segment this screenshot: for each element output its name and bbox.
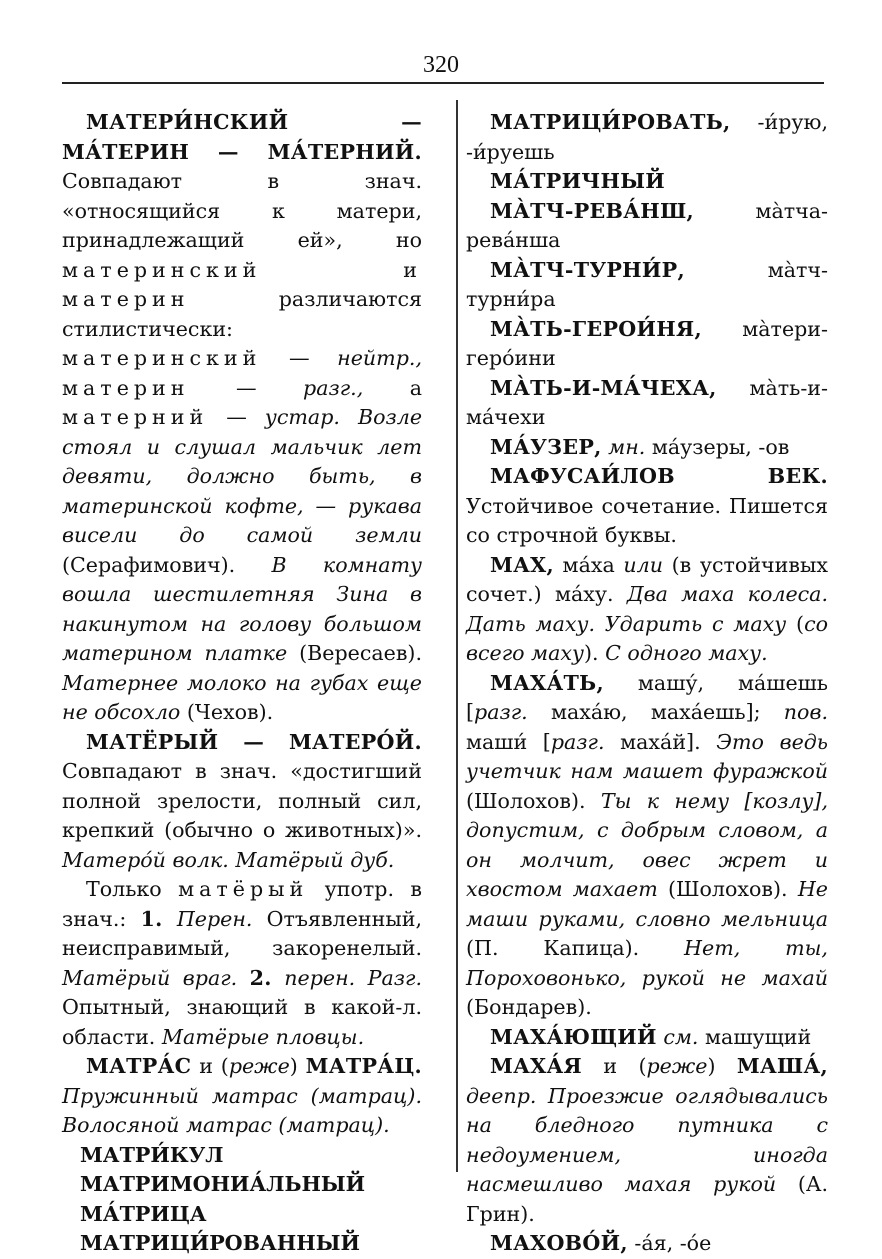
entry-mat-geroinya [466, 315, 828, 374]
entry-italic: Матеро́й волк. Матёрый дуб. [62, 847, 395, 872]
headword: МАТРА́Ц. [305, 1054, 422, 1078]
entry-text: Устойчивое сочетание. Пишется со строчной буквы. [466, 493, 828, 547]
entry-text: ) [289, 1054, 306, 1078]
headword: МА̀ТЧ-ТУРНИ́Р, [490, 257, 685, 282]
headword-matrimonialny: МАТРИМОНИА́ЛЬНЫЙ [80, 1172, 366, 1196]
entry-italic: см. [656, 1024, 699, 1049]
entry-italic: С одного маху. [605, 641, 768, 665]
entry-italic: разг., [303, 375, 364, 400]
entry-mat-i-machekha [466, 374, 828, 433]
entry-text: Опытный, знающий в какой-л. области. [62, 995, 422, 1049]
entry-text [272, 966, 284, 990]
entry-italic: Нет, ты, Пороховонько, рукой не махай [466, 936, 828, 990]
entry-italic: Перен. [176, 906, 253, 931]
entry-text: (Бондарев). [466, 995, 592, 1019]
headword-matrikul: МАТРИ́КУЛ [80, 1142, 224, 1167]
entry-matrichny [466, 167, 828, 197]
entry-text: маха́й]. [604, 729, 717, 754]
entry-text: а [363, 375, 422, 400]
entry-text: — [208, 405, 265, 429]
entry-text: (Шолохов). [466, 788, 601, 813]
entry-text: и ( [581, 1054, 647, 1078]
entry-italic: пов. [783, 700, 828, 724]
entry-text: — [189, 375, 304, 400]
entry-text: материн [62, 375, 190, 400]
entry-italic: реже [228, 1054, 290, 1078]
headword: МА̀ТЬ-ГЕРОИ́НЯ, [490, 316, 702, 341]
entry-text: материнский [62, 346, 262, 370]
headword: МАША́, [736, 1054, 828, 1078]
entry-text: ма̀тча-рева́нша [466, 198, 828, 252]
entry-makhaya [466, 1052, 828, 1229]
entry-mafusailov-vek [466, 462, 828, 551]
entry-text [237, 966, 249, 990]
entry-italic: Ты к нему [козлу], допустим, с добрым словом, а он молчит, овес жрет и хвостом махает [466, 788, 828, 901]
headword: МАХА́Я [490, 1054, 582, 1078]
entry-text: различаются стилистически: [62, 287, 422, 341]
headword: МАФУСАИ́ЛОВ ВЕК. [490, 464, 828, 488]
entry-text: -а́я, -о́е [627, 1231, 712, 1255]
entry-text: ма́узеры, -ов [645, 434, 790, 459]
entry-text: (Шолохов). [657, 877, 798, 901]
entry-match-revansh [466, 197, 828, 256]
entry-italic: Пружинный матрас (матрац). Волосяной матрас (матрац). [62, 1083, 422, 1137]
entry-text: (Чехов). [180, 700, 274, 724]
sense-number: 2. [249, 965, 272, 990]
entry-text: Отъявленный, неисправимый, закоренелый. [62, 906, 422, 960]
entry-italic: Матернее молоко на губах еще не обсохло [62, 670, 422, 724]
entry-makhovoy [466, 1229, 828, 1259]
right-column [466, 108, 828, 1259]
entry-italic: Матёрые пловцы. [161, 1024, 365, 1049]
column-divider [456, 100, 458, 1172]
entry-makhayushchy [466, 1023, 828, 1053]
entry-makh [466, 551, 828, 669]
entry-matritsirovat [466, 108, 828, 167]
headword: МА́ТРИЧНЫЙ [490, 169, 666, 193]
entry-text: машу́, ма́шешь [ [466, 670, 828, 724]
headword: МАТЁРЫЙ — МАТЕРО́Й. [86, 729, 422, 754]
entry-text: ). [583, 641, 606, 665]
headword: МАХ, [490, 552, 554, 577]
entry-text: машущий [698, 1024, 812, 1049]
entry-italic: перен. Разг. [284, 965, 422, 990]
entry-text: (Серафимович). [62, 552, 272, 577]
entry-match-turnir [466, 256, 828, 315]
headword: МА̀ТЧ-РЕВА́НШ, [490, 198, 694, 223]
entry-italic: или [623, 552, 663, 577]
entry-text: маха́ю, маха́ешь]; [527, 700, 784, 724]
headword: МА́УЗЕР, [490, 434, 602, 459]
entry-italic: разг. [474, 700, 528, 724]
entry-text: ма́ха [553, 552, 624, 577]
page-number: 320 [423, 52, 459, 78]
entry-italic: реже [646, 1054, 708, 1078]
entry-text: матёрый [178, 877, 309, 901]
entry-italic: деепр. Проезжие оглядывались на бледного путника с недоумением, иногда насмешливо махая рукой [466, 1083, 828, 1196]
entry-italic: Матёрый враг. [62, 965, 238, 990]
entry-text: маши́ [ [466, 729, 551, 754]
entry-italic: мн. [601, 434, 646, 459]
headword-matritsirovanny: МАТРИЦИ́РОВАННЫЙ [80, 1231, 360, 1255]
entry-mauzer [466, 433, 828, 463]
entry-italic: разг. [550, 729, 605, 754]
left-column [62, 108, 422, 1259]
entry-italic: нейтр., [337, 346, 422, 370]
entry-text: ма̀тери-геро́ини [466, 316, 828, 370]
entry-text: ( [786, 611, 805, 636]
entry-text: (Вересаев). [287, 641, 422, 665]
entry-text: и ( [191, 1054, 229, 1078]
headword: МАТРИЦИ́РОВАТЬ, [490, 110, 731, 134]
entry-text: (А. Грин). [466, 1172, 828, 1226]
entry-italic: Два маха колеса. Дать маху. Ударить с маху [466, 582, 829, 636]
headword: МАТЕРИ́НСКИЙ — МА́ТЕРИН — МА́ТЕРНИЙ. [62, 110, 422, 164]
entry-text: матерний [62, 405, 209, 429]
header-rule [62, 82, 824, 84]
headword: МАХА́ЮЩИЙ [490, 1024, 657, 1049]
entry-text: ма̀тч-турни́ра [466, 257, 828, 311]
headword: МАХА́ТЬ, [490, 670, 604, 695]
entry-text: (в устойчивых сочет.) ма́ху. [466, 552, 828, 606]
entry-text [163, 907, 177, 931]
entry-text: ма̀ть-и-ма́чехи [466, 375, 828, 429]
entry-text: -и́рую, -и́руешь [466, 110, 828, 164]
headword: МАТРА́С [86, 1054, 192, 1078]
entry-italic: Это ведь учетчик нам машет фуражкой [466, 729, 829, 783]
entry-matyory [62, 728, 422, 876]
entry-italic: Не маши руками, словно мельница [466, 877, 828, 931]
sense-number: 1. [140, 906, 163, 931]
entry-matras [62, 1052, 422, 1141]
entry-text: Совпадают в знач. «относящийся к матери, принадлежащий ей», но [62, 169, 422, 252]
entry-matyory-usage [62, 875, 422, 1052]
entry-text: Только [86, 877, 179, 901]
entry-text: Совпадают в знач. «достигший полной зрелости, полный сил, крепкий (обычно о животных)». [62, 759, 422, 842]
entry-italic: со всего маху [466, 611, 828, 665]
entry-italic: В комнату вошла шестилетняя Зина в накинутом на голову большом материном платке [62, 552, 422, 665]
entry-text: ) [707, 1054, 737, 1078]
entry-text: материнский и материн [62, 257, 422, 311]
entry-materinsky [62, 108, 422, 728]
headword-matritsa: МА́ТРИЦА [80, 1201, 207, 1226]
entry-text: — [261, 346, 338, 370]
entry-text: употр. в знач.: [62, 877, 422, 931]
headword: МА̀ТЬ-И-МА́ЧЕХА, [490, 375, 717, 400]
headword: МАХОВО́Й, [490, 1231, 628, 1255]
entry-text: (П. Капица). [466, 936, 685, 960]
entry-italic: устар. Возле стоял и слушал мальчик лет девяти, должно быть, в материнской кофте, — рукава висели до самой земли [62, 405, 423, 547]
entry-makhat [466, 669, 828, 1023]
